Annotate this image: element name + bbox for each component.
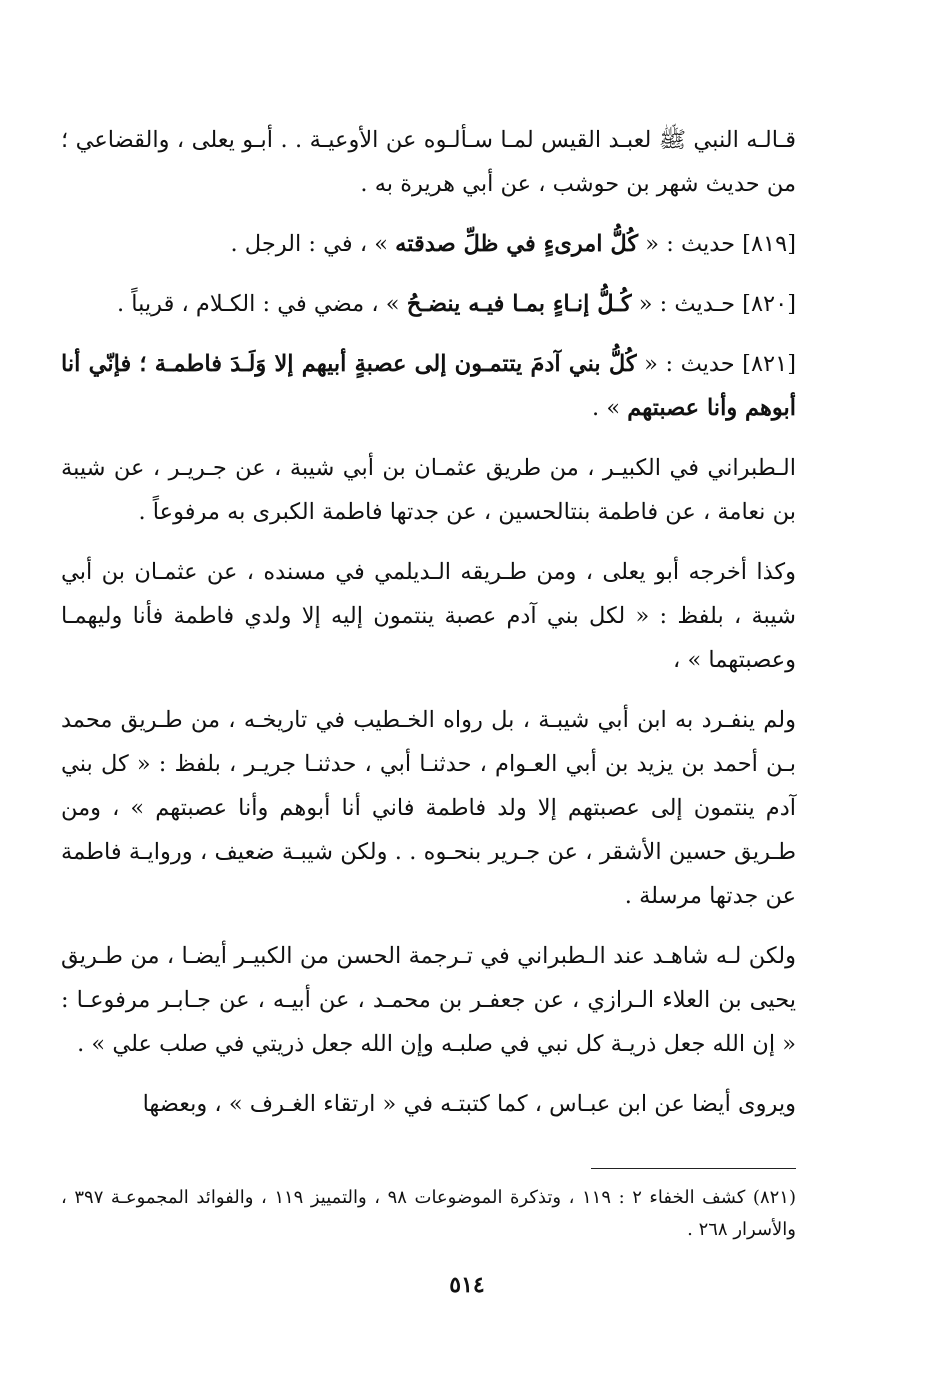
paragraph-5 (61, 446, 796, 534)
paragraph-4 (61, 342, 796, 430)
paragraph-text: [٨٢٠] حـديث : « (631, 291, 796, 317)
paragraph-text: الـطبراني في الكبيـر ، من طريق عثمـان بن أبي شيبة ، عن جـريـر ، عن شيبة بن نعامة ، عن فاطمة بنتالحسين ، عن جدتها فاطمة الكبرى به مرفوعاً . (61, 455, 796, 525)
paragraph-text: قـالـه النبي ﷺ لعبـد القيس لمـا سـألـوه عن الأوعيـة . . أبـو يعلى ، والقضاعي ؛ من حديث شهر بن حوشب ، عن أبي هريرة به . (61, 127, 796, 197)
paragraph-text: » . (592, 395, 628, 421)
hadith-text-bold: كُلُّ بني آدمَ يتتمـون إلى عصبةٍ أبيهم إلا وَلَـدَ فاطمـة ؛ فإنّي أنا أبوهم وأنا عصبتهم (61, 351, 796, 421)
paragraph-3 (61, 282, 796, 326)
paragraph-text: » ، مضي في : الكـلام ، قريباً . (116, 291, 407, 317)
paragraph-text: » ، في : الرجل . (230, 231, 396, 257)
footnote-section (61, 1182, 796, 1246)
footnote-divider (591, 1168, 796, 1169)
paragraph-text: [٨٢١] حديث : « (636, 351, 796, 377)
paragraph-text: [٨١٩] حديث : « (638, 231, 796, 257)
footnote-821: (٨٢١) كشف الخفاء ٢ : ١١٩ ، وتذكرة الموضوعات ٩٨ ، والتمييز ١١٩ ، والفوائد المجموعـة ٣٩٧ ، والأسرار ٢٦٨ . (61, 1187, 796, 1240)
paragraph-1 (61, 118, 796, 206)
paragraph-6 (61, 550, 796, 682)
paragraph-2 (61, 222, 796, 266)
paragraph-text: ويروى أيضا عن ابن عبـاس ، كما كتبتـه في « ارتقاء الغـرف » ، وبعضها (142, 1091, 796, 1117)
paragraph-text: ولم ينفـرد به ابن أبي شيبـة ، بل رواه الخـطيب في تاريخـه ، من طـريق محمد بـن أحمد بن يزيد بن أبي العـوام ، حدثنـا أبي ، حدثنـا جريـر ، بلفظ : « كل بني آدم ينتمون إلى عصبتهم إلا ولد فاطمة فاني أنا أبوهم وأنا عصبتهم » ، ومن طـريق حسين الأشقر ، عن جـرير بنحـوه . . ولكن شيبـة ضعيف ، وروايـة فاطمة عن جدتها مرسلة . (61, 707, 796, 909)
hadith-text-bold: كُـلُّ إنـاءٍ بمـا فيـه ينضـحُ (406, 291, 632, 317)
paragraph-text: ولكن لـه شاهـد عند الـطبراني في تـرجمة الحسن من الكبيـر أيضـا ، من طـريق يحيى بن العلاء الـرازي ، عن جعفـر بن محمـد ، عن أبيـه ، عن جـابـر مرفوعـا : « إن الله جعل ذريـة كل نبي في صلبـه وإن الله جعل ذريتي في صلب علي » . (61, 943, 796, 1057)
paragraph-7 (61, 698, 796, 918)
paragraph-text: وكذا أخرجه أبو يعلى ، ومن طـريقه الـديلمي في مسنده ، عن عثمـان بن أبي شيبة ، بلفظ : « لكل بني آدم عصبة ينتمون إليه إلا ولدي فاطمة فأنا وليهمـا وعصبتهما » ، (61, 559, 796, 673)
body-text (61, 118, 796, 1142)
page-number: ٥١٤ (449, 1272, 485, 1298)
hadith-text-bold: كُلُّ امرىءٍ في ظلِّ صدقته (395, 231, 639, 257)
paragraph-9 (61, 1082, 796, 1126)
paragraph-8 (61, 934, 796, 1066)
